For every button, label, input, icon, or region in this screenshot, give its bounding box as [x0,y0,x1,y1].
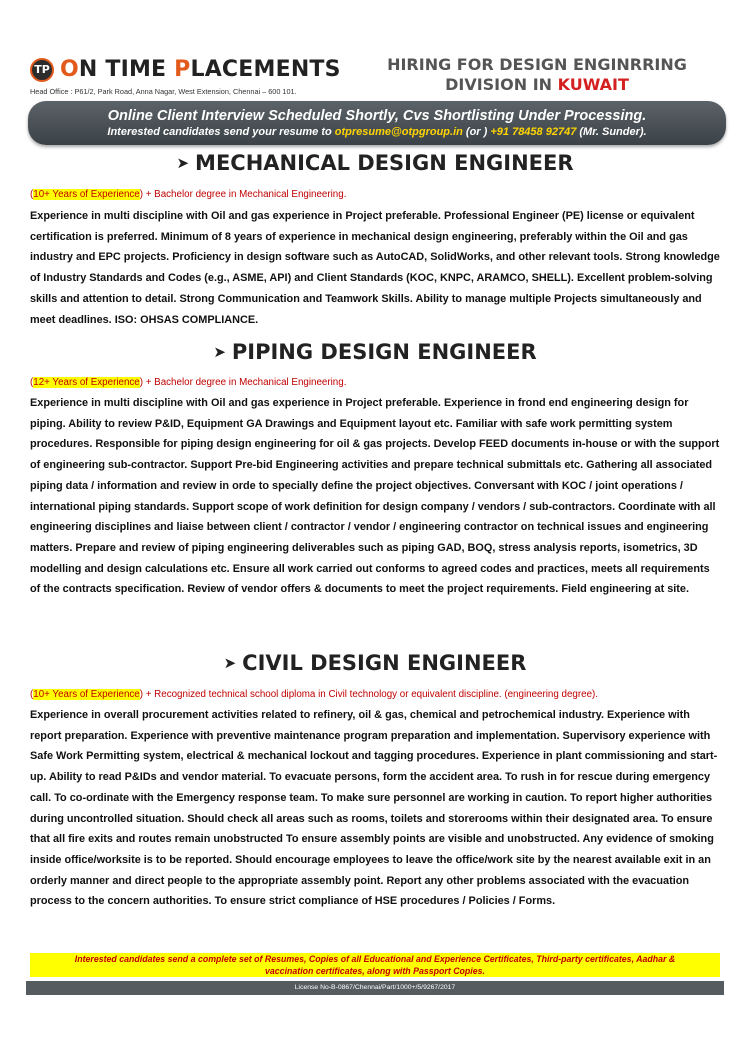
experience-highlight: 10+ Years of Experience [33,689,140,700]
instructions-line-1: Interested candidates send a complete set of Resumes, Copies of all Educational and Experience Certificates, Third-party certificates, Aadhar & [74,954,676,964]
requirement-mechanical [30,189,346,200]
req-prefix: ( [30,189,34,200]
hiring-country: KUWAIT [557,75,629,94]
req-suffix: ) + Bachelor degree in Mechanical Engineering. [139,189,347,200]
arrow-right-icon: ➤ [223,654,237,672]
experience-highlight: 12+ Years of Experience [33,377,140,388]
brand-letter-o: O [60,57,79,82]
banner-line-2 [28,125,726,140]
contact-email-link[interactable]: otpresume@otpgroup.in [334,126,463,138]
brand-letter-p: P [174,57,191,82]
contact-phone-link[interactable]: +91 78458 92747 [490,126,577,138]
instructions-line-2: vaccination certificates, along with Passport Copies. [265,966,485,976]
banner-line-2-mid: (or ) [462,126,491,138]
requirement-piping [30,377,346,388]
logo-mark-icon [30,58,54,82]
brand-text-1: N TIME [78,57,175,82]
banner-line-2-suffix: (Mr. Sunder). [576,126,647,138]
arrow-right-icon: ➤ [176,154,190,172]
section-title-text: MECHANICAL DESIGN ENGINEER [195,151,574,175]
interview-banner [28,101,726,145]
section-title-civil [0,651,750,675]
license-bar: License No-B-0867/Chennai/Part/1000+/5/9267/2017 [26,981,724,995]
req-suffix: ) + Bachelor degree in Mechanical Engineering. [139,377,347,388]
section-title-text: CIVIL DESIGN ENGINEER [242,651,527,675]
section-title-mechanical [0,151,750,175]
hiring-headline [372,55,702,95]
section-title-piping [0,340,750,364]
experience-highlight: 10+ Years of Experience [33,189,140,200]
banner-line-1: Online Client Interview Scheduled Shortly, Cvs Shortlisting Under Processing. [107,108,647,124]
application-instructions [30,953,720,977]
description-piping: Experience in multi discipline with Oil and gas experience in Project preferable. Experience in frond end engineering design for piping. Ability to review P&ID, Equipment GA Drawings and Equipment layout etc. Familiar with safe work permitting system procedures. Responsible for piping design engineering for oil & gas projects. Develop FEED documents in-house or with the support of engineering sub-contractor. Support Pre-bid Engineering activities and prepare technical submittals etc. Gathering all associated piping data / information and review in orde to specially define the project objectives. Conversant with KOC / joint operations / international piping standards. Support scope of work definition for design company / vendors / sub-contractors. Coordinate with all engineering disciplines and liaise between client / contractor / vendor / engineering contractor on technical issues and engineering matters. Prepare and review of piping engineering deliverables such as piping GAD, BOQ, stress analysis reports, isometrics, 3D modelling and design calculations etc. Ensure all work carried out conforms to agreed codes and practices, meets all requirements of the contracts specification. Review of vendor offers & documents to meet the project requirements. Field engineering at site. [30,397,720,596]
hiring-line-2-prefix: DIVISION IN [445,75,558,94]
brand-text-2: LACEMENTS [190,57,341,82]
head-office-address: Head Office : P61/2, Park Road, Anna Nagar, West Extension, Chennai – 600 101. [30,87,297,96]
section-title-text: PIPING DESIGN ENGINEER [231,340,537,364]
hiring-line-2 [372,75,702,95]
banner-line-2-prefix: Interested candidates send your resume to [107,126,335,138]
req-suffix: ) + Recognized technical school diploma in Civil technology or equivalent discipline. (engineering degree). [139,689,599,700]
company-logo [30,57,341,82]
page-header [0,0,750,110]
description-civil: Experience in overall procurement activities related to refinery, oil & gas, chemical and petrochemical industry. Experience with report preparation. Experience with preventive maintenance program preparation and implementation. Supervisory experience with Safe Work Permitting system, electrical & mechanical lockout and tagging procedures. Experience in plant commissioning and start-up. Ability to read P&IDs and vendor material. To evacuate persons, form the accident area. To rush in for rescue during emergency call. To co-ordinate with the Emergency response team. To make sure personnel are working in caution. To report higher authorities during uncontrolled situation. Should check all areas such as rooms, toilets and storerooms within their designated area. To ensure that all fire exits and routes remain unobstructed To ensure assembly points are visible and unobstructed. Any evidence of smoking inside office/worksite is to be reported. Should encourage employees to leave the office/work site by the nearest available exit in an orderly manner and direct people to the appropriate assembly point. Report any other problems associated with the evacuation process to the concern authorities. To ensure strict compliance of HSE procedures / Policies / Forms. [30,709,718,908]
logo-initials: TP [34,63,50,76]
req-prefix: ( [30,689,34,700]
arrow-right-icon: ➤ [213,343,226,361]
req-prefix: ( [30,377,34,388]
description-mechanical: Experience in multi discipline with Oil and gas experience in Project preferable. Professional Engineer (PE) license or equivalent certification is preferred. Minimum of 8 years of experience in mechanical design engineering, preferably within the Oil and gas industry and EPC projects. Proficiency in design software such as AutoCAD, SolidWorks, and other relevant tools. Strong knowledge of Industry Standards and Codes (e.g., ASME, API) and Client Standards (KOC, KNPC, ARAMCO, SHELL). Excellent problem-solving skills and attention to detail. Strong Communication and Teamwork Skills. Ability to manage multiple Projects simultaneously and meet deadlines. ISO: OHSAS COMPLIANCE. [30,210,720,326]
company-name [60,57,341,82]
hiring-line-1: HIRING FOR DESIGN ENGINRRING [387,55,687,74]
requirement-civil [30,689,598,700]
